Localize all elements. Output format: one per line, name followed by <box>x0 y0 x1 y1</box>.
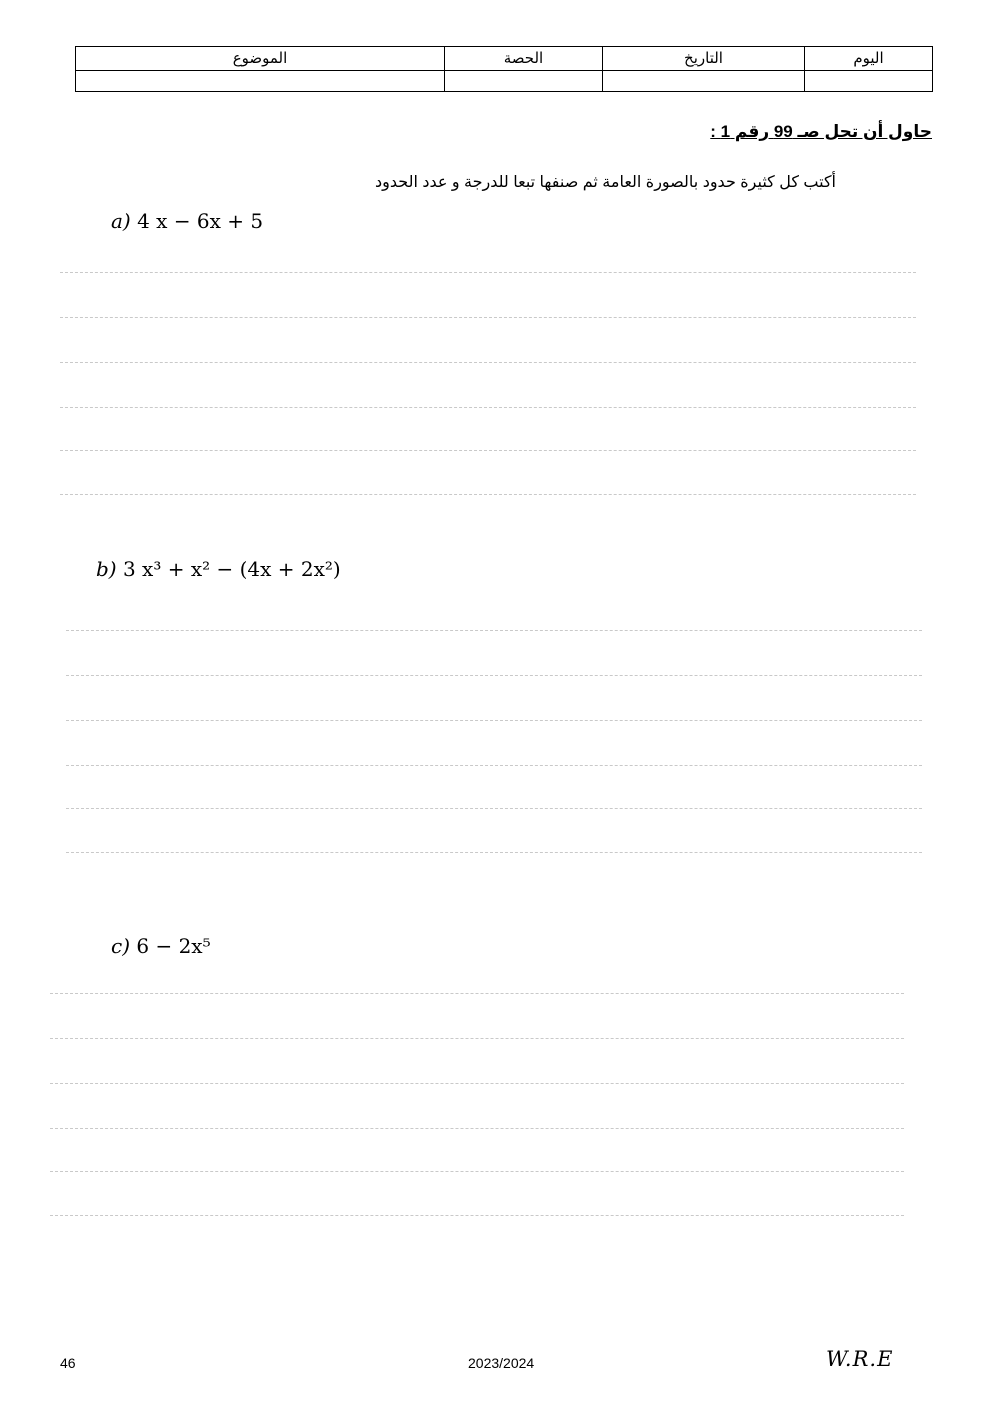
answer-line[interactable] <box>66 720 922 721</box>
exercise-heading: حاول أن تحل صـ 99 رقم 1 : <box>710 122 932 141</box>
answer-line[interactable] <box>66 808 922 809</box>
answer-line[interactable] <box>50 1128 904 1129</box>
exercise-a-expression: 4 x − 6x + 5 <box>137 209 264 233</box>
header-period: الحصة <box>445 47 603 71</box>
exercise-b-expression: 3 x³ + x² − (4x + 2x²) <box>122 557 341 581</box>
answer-line[interactable] <box>66 630 922 631</box>
answer-line[interactable] <box>60 362 916 363</box>
header-row <box>76 47 933 71</box>
answer-line[interactable] <box>50 1215 904 1216</box>
answer-line[interactable] <box>50 1171 904 1172</box>
answer-line[interactable] <box>60 317 916 318</box>
header-table <box>75 46 933 92</box>
exercise-c-expression: 6 − 2x⁵ <box>136 934 211 958</box>
header-day: اليوم <box>805 47 933 71</box>
instruction-text: أكتب كل كثيرة حدود بالصورة العامة ثم صنفها تبعا للدرجة و عدد الحدود <box>374 174 836 191</box>
exercise-b <box>96 557 341 581</box>
answer-line[interactable] <box>60 407 916 408</box>
day-cell[interactable] <box>805 71 933 92</box>
answer-line[interactable] <box>60 494 916 495</box>
exercise-c <box>111 934 211 958</box>
exercise-a-label: a) <box>111 209 131 233</box>
header-subject: الموضوع <box>76 47 445 71</box>
date-cell[interactable] <box>603 71 805 92</box>
answer-line[interactable] <box>50 1083 904 1084</box>
header-empty-row <box>76 71 933 92</box>
answer-line[interactable] <box>60 272 916 273</box>
exercise-a <box>111 209 263 233</box>
answer-line[interactable] <box>50 1038 904 1039</box>
exercise-c-label: c) <box>111 934 131 958</box>
subject-cell[interactable] <box>76 71 445 92</box>
period-cell[interactable] <box>445 71 603 92</box>
school-year: 2023/2024 <box>468 1355 535 1371</box>
page-number: 46 <box>60 1355 76 1371</box>
exercise-b-label: b) <box>96 557 117 581</box>
answer-line[interactable] <box>50 993 904 994</box>
header-date: التاريخ <box>603 47 805 71</box>
author-signature: W.R.E <box>826 1347 894 1371</box>
answer-line[interactable] <box>66 852 922 853</box>
answer-line[interactable] <box>66 765 922 766</box>
answer-line[interactable] <box>60 450 916 451</box>
answer-line[interactable] <box>66 675 922 676</box>
